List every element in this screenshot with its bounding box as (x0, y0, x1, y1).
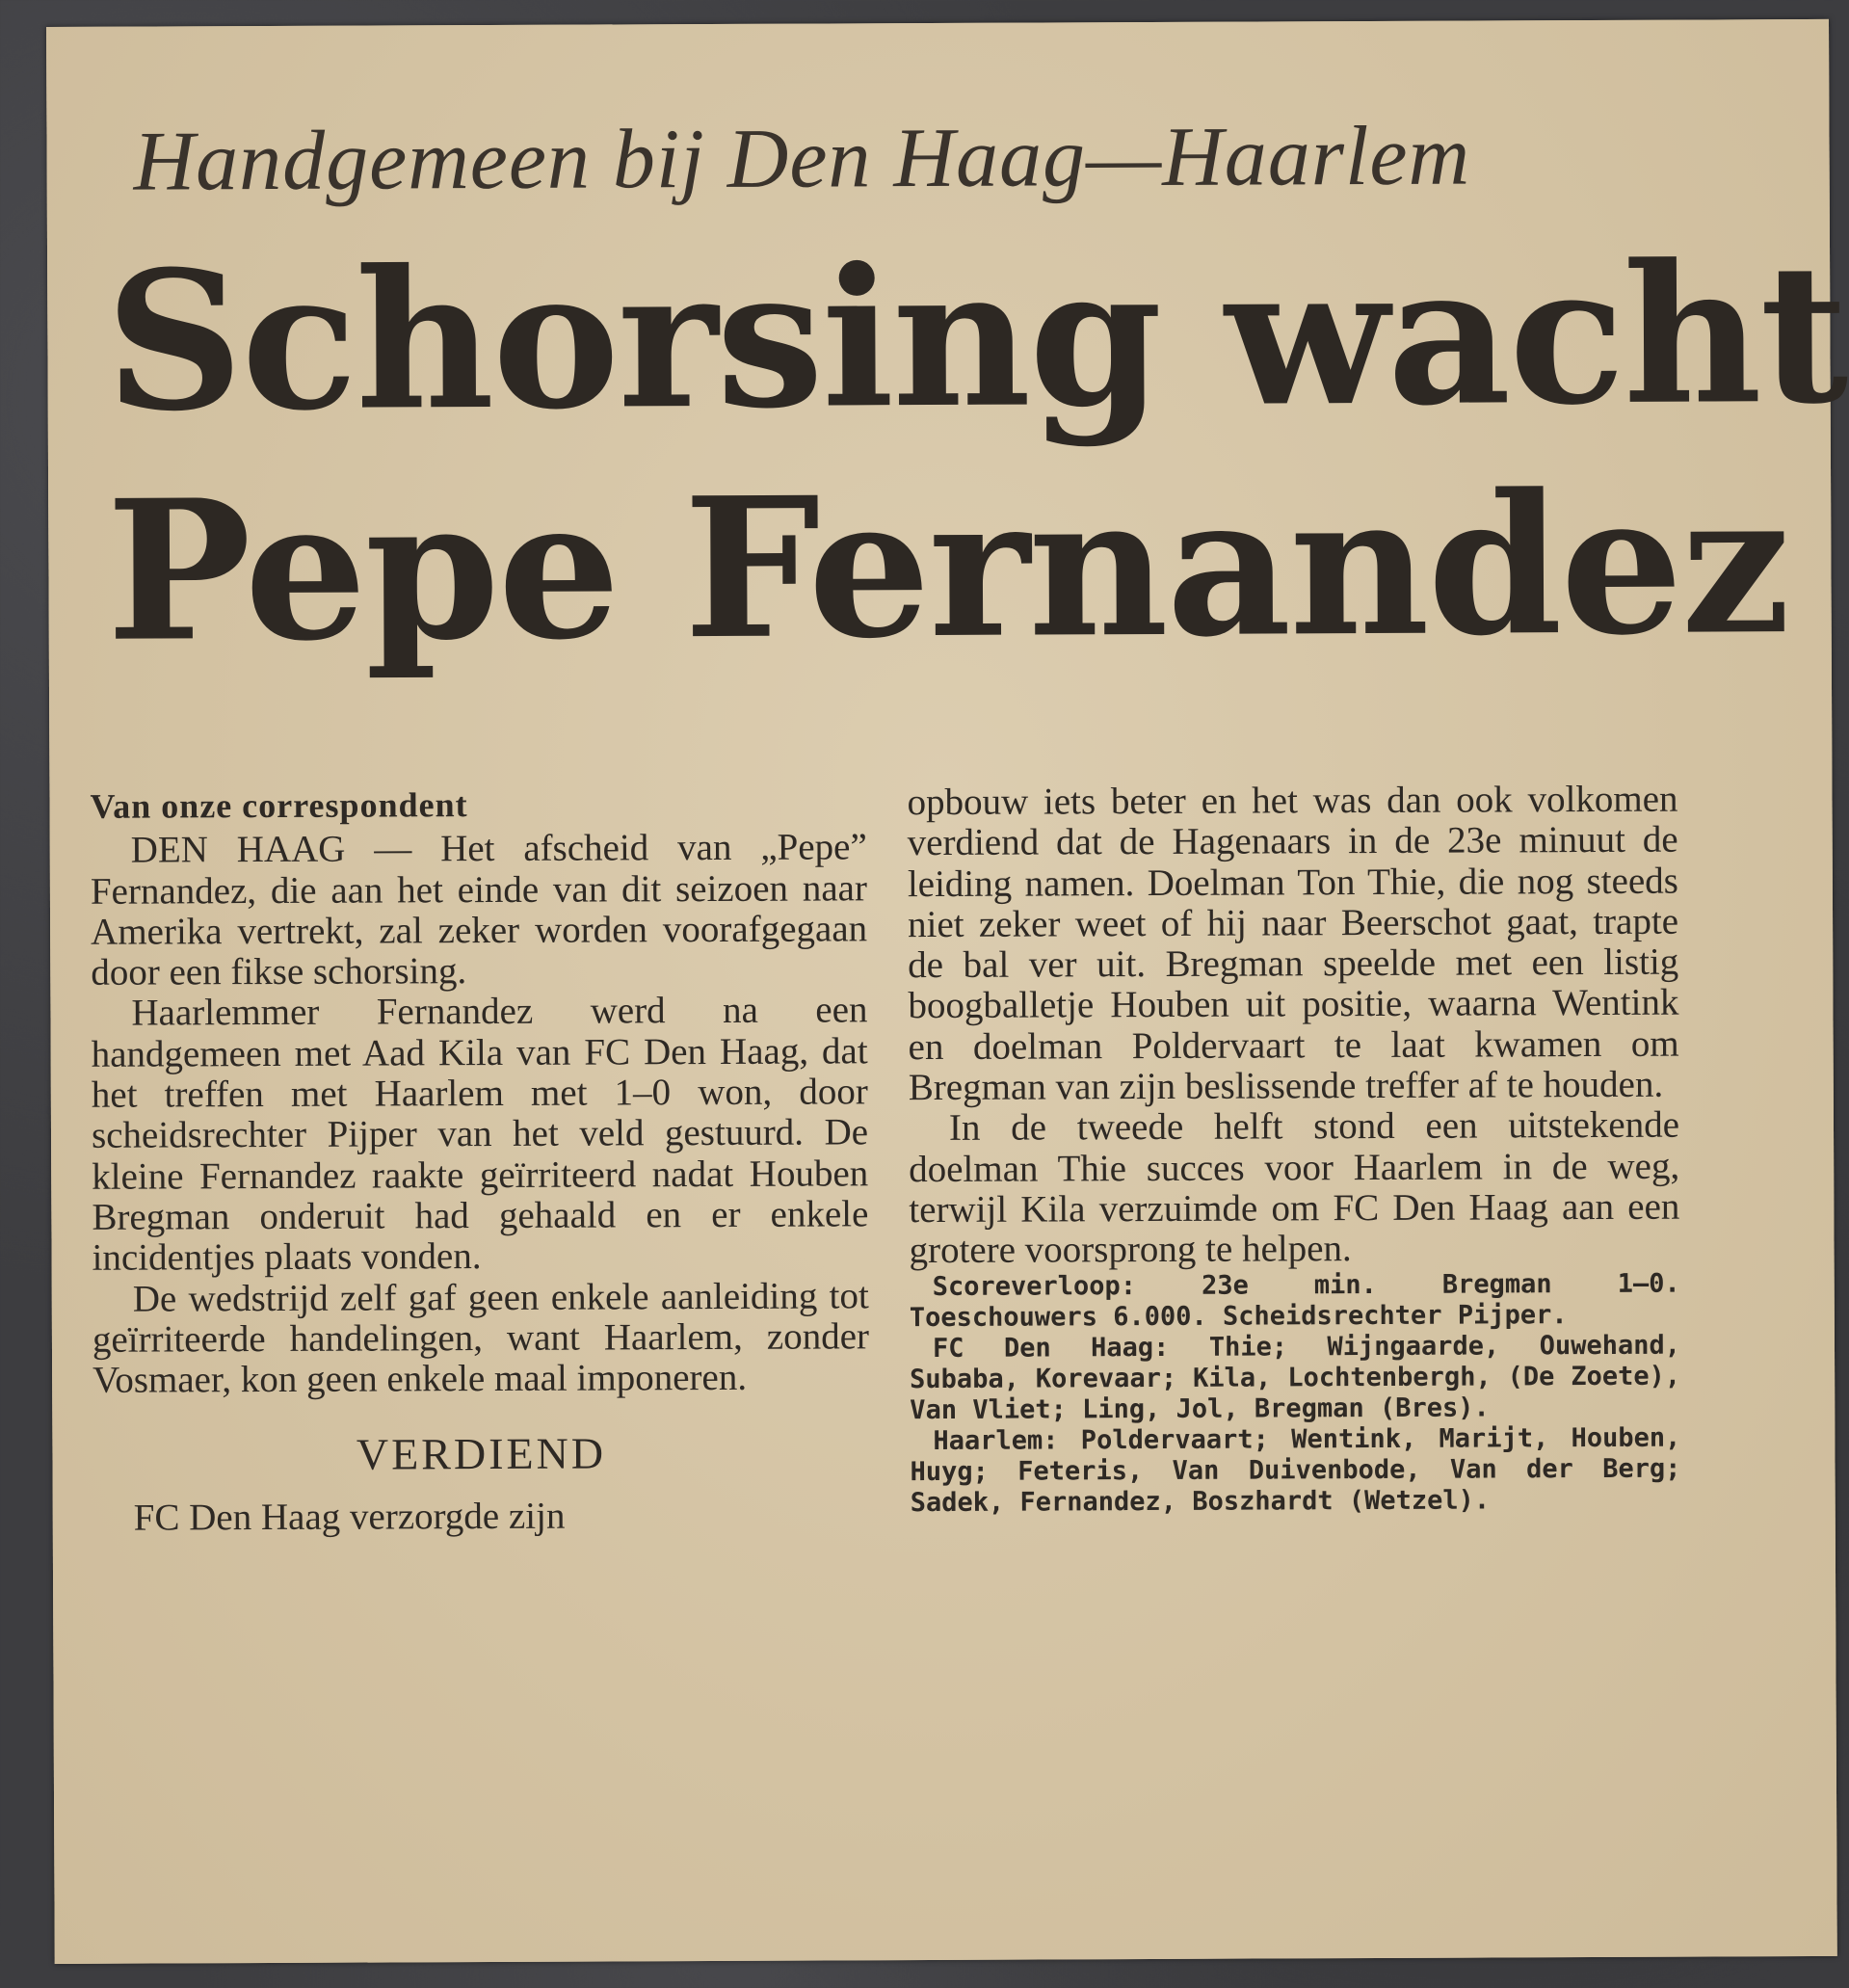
paragraph-1: DEN HAAG — Het afscheid van „Pepe” Fernandez, die aan het einde van dit seizoen naar Amerika vertrekt, zal zeker worden voorafgegaan door een fikse schorsing. (90, 826, 868, 994)
facts-lineup-haarlem: Haarlem: Poldervaart; Wentink, Marijt, Houben, Huyg; Feteris, Van Duivenbode, Van der Berg; Sadek, Fernandez, Boszhardt (Wetzel). (910, 1422, 1681, 1518)
article-column-1 (90, 782, 869, 1539)
paragraph-5: opbouw iets beter en het was dan ook volkomen verdiend dat de Hagenaars in de 23e minuut de leiding namen. Doelman Ton Thie, die nog steeds niet zeker weet of hij naar Beerschot gaat, trapte de bal ver uit. Bregman speelde met een listig boogballetje Houben uit positie, waarna Wentink en doelman Poldervaart te laat kwamen om Bregman van zijn beslissende treffer af te houden. (907, 778, 1679, 1109)
paragraph-4: FC Den Haag verzorgde zijn (133, 1495, 566, 1539)
newspaper-clipping (46, 19, 1847, 1964)
paragraph-2: Haarlemmer Fernandez werd na een handgemeen met Aad Kila van FC Den Haag, dat het treffen met Haarlem met 1–0 won, door scheidsrechter Pijper van het veld gestuurd. De kleine Fernandez raakte geïrriteerd nadat Houben Bregman onderuit had gehaald en er enkele incidentjes plaats vonden. (91, 989, 869, 1280)
headline-line-1: Schorsing wacht (104, 221, 1847, 454)
article-column-2 (907, 780, 1680, 1519)
facts-lineup-den-haag: FC Den Haag: Thie; Wijngaarde, Ouwehand, Subaba, Korevaar; Kila, Lochtenbergh, (De Zoete), Van Vliet; Ling, Jol, Bregman (Bres). (910, 1330, 1681, 1425)
match-facts (910, 1268, 1681, 1518)
kicker-headline: Handgemeen bij Den Haag—Haarlem (133, 109, 1471, 209)
paragraph-6: In de tweede helft stond een uitstekende doelman Thie succes voor Haarlem in de weg, terwijl Kila verzuimde om FC Den Haag aan een grotere voorsprong te helpen. (909, 1103, 1680, 1272)
headline-line-2: Pepe Fernandez (105, 451, 1789, 685)
facts-score: Scoreverloop: 23e min. Bregman 1–0. Toeschouwers 6.000. Scheidsrechter Pijper. (909, 1268, 1680, 1333)
paragraph-3: De wedstrijd zelf gaf geen enkele aanleiding tot geïrriteerde handelingen, want Haarlem, zonder Vosmaer, kon geen enkele maal imponeren. (92, 1274, 870, 1401)
byline: Van onze correspondent (90, 785, 468, 826)
subheading: VERDIEND (356, 1428, 607, 1480)
